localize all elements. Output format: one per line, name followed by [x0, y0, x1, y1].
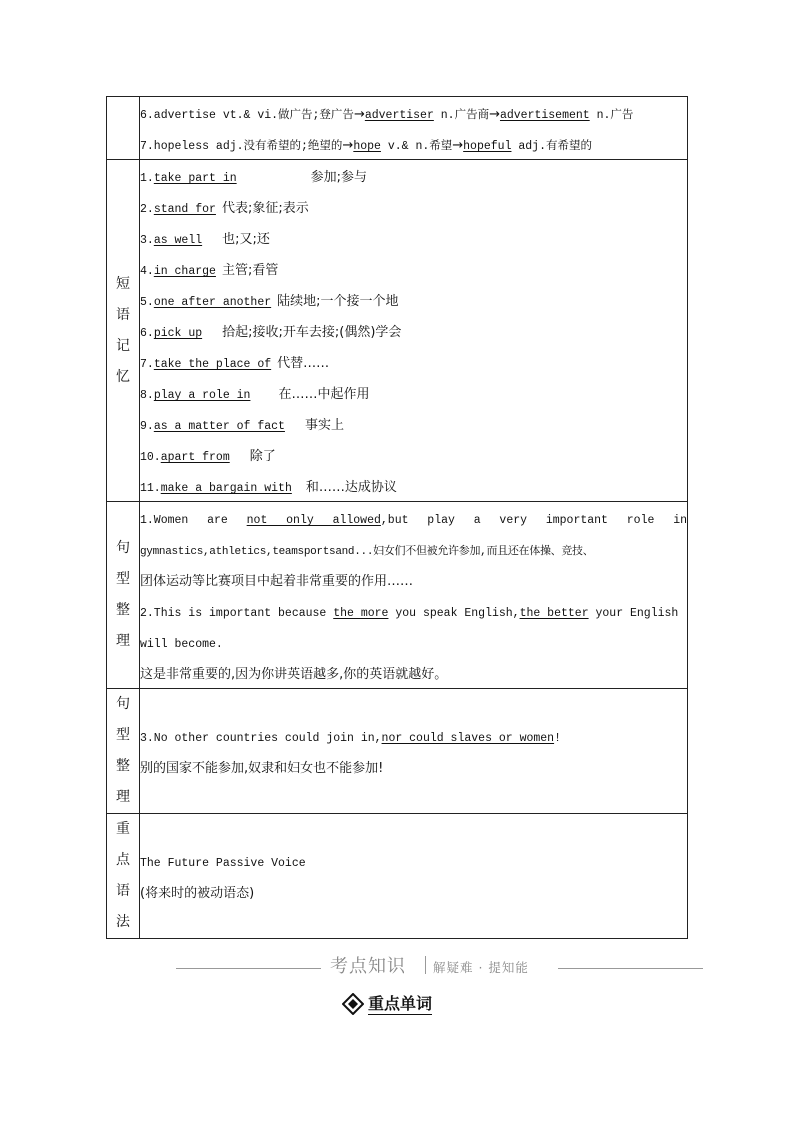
phrase-text: take part in [153, 172, 237, 185]
phrase-text: as well [153, 234, 203, 247]
phrase-meaning: 和……达成协议 [305, 480, 397, 495]
phrase-item: 5.one after another 陆续地;一个接一个地 [140, 294, 399, 309]
vocab-row [107, 97, 688, 160]
grammar-content [140, 814, 688, 939]
arrow-icon: → [489, 107, 500, 122]
phrase-meaning: 主管;看管 [221, 263, 279, 278]
phrase-text: as a matter of fact [153, 420, 285, 433]
phrase-item: 10.apart from 除了 [140, 449, 276, 464]
phrase-meaning: 也;又;还 [222, 232, 270, 247]
grammar-row [107, 814, 688, 939]
arrow-icon: → [353, 107, 365, 122]
grammar-cn: (将来时的被动语态) [140, 886, 255, 901]
phrase-item: 8.play a role in 在……中起作用 [140, 387, 370, 402]
phrase-item: 7.take the place of 代替…… [140, 356, 330, 371]
phrase-meaning: 陆续地;一个接一个地 [277, 294, 399, 309]
sentence-3-line1: 3.No other countries could join in,nor could slaves or women! [140, 732, 561, 745]
phrase-text: apart from [160, 451, 230, 464]
phrase-meaning: 代表;象征;表示 [221, 201, 309, 216]
phrase-meaning: 代替…… [277, 356, 330, 371]
sentence-2-cn: 这是非常重要的,因为你讲英语越多,你的英语就越好。 [140, 667, 448, 682]
phrase-item: 3.as well 也;又;还 [140, 232, 270, 247]
sentences2-content [140, 689, 688, 814]
sentence-1-line1: 1.Women are not only allowed,but play a very important role in [140, 514, 687, 527]
grammar-en: The Future Passive Voice [140, 857, 306, 870]
sentences1-content [140, 502, 688, 689]
diamond-icon [342, 993, 364, 1015]
section-heading [342, 993, 432, 1015]
phrase-text: make a bargain with [160, 482, 292, 495]
sentences2-row [107, 689, 688, 814]
sentence-3-cn: 别的国家不能参加,奴隶和妇女也不能参加! [140, 761, 384, 776]
phrase-item: 6.pick up 拾起;接收;开车去接;(偶然)学会 [140, 325, 402, 340]
phrase-meaning: 在……中起作用 [278, 387, 370, 402]
vocab-line-7: 7.hopeless adj.没有希望的;绝望的→hope v.& n.希望→hopeful adj.有希望的 [140, 138, 592, 153]
sentences1-label: 句型整理 [107, 502, 140, 689]
phrase-text: in charge [153, 265, 216, 278]
grammar-label: 重点语法 [107, 814, 140, 939]
vocab-line-6: 6.advertise vt.& vi.做广告;登广告→advertiser n.广告商→advertisement n.广告 [140, 107, 634, 122]
footer-separator [425, 956, 426, 974]
footer-subtitle: 解疑难 · 提知能 [433, 960, 529, 975]
section-title: 重点单词 [368, 993, 433, 1013]
phrase-text: stand for [153, 203, 216, 216]
phrase-text: one after another [153, 296, 272, 309]
phrase-meaning: 除了 [249, 449, 276, 464]
phrase-text: take the place of [153, 358, 272, 371]
footer-rule-right [558, 968, 703, 969]
phrase-item: 4.in charge 主管;看管 [140, 263, 279, 278]
sentence-2-line1: 2.This is important because the more you speak English,the better your English [140, 607, 679, 620]
phrase-item: 11.make a bargain with 和……达成协议 [140, 480, 397, 495]
phrase-item: 1.take part in 参加;参与 [140, 170, 368, 185]
phrase-meaning: 拾起;接收;开车去接;(偶然)学会 [222, 325, 402, 340]
phrase-item: 2.stand for 代表;象征;表示 [140, 201, 309, 216]
sentence-1-line3: 团体运动等比赛项目中起着非常重要的作用…… [140, 574, 414, 589]
arrow-icon: → [452, 138, 464, 153]
phrase-meaning: 事实上 [304, 418, 344, 433]
sentence-2-line2: will become. [140, 638, 223, 651]
arrow-icon: → [342, 138, 354, 153]
vocab-label-cell [107, 97, 140, 160]
sentences1-row [107, 502, 688, 689]
phrase-item: 9.as a matter of fact 事实上 [140, 418, 344, 433]
phrase-text: play a role in [153, 389, 251, 402]
sentences2-label: 句型整理 [107, 689, 140, 814]
footer-title: 考点知识 [330, 956, 406, 977]
phrases-content [140, 160, 688, 502]
phrase-text: pick up [153, 327, 203, 340]
sentence-1-line2: gymnastics,athletics,teamsportsand...妇女们不但被允许参加,而且还在体操、竞技、 [140, 546, 594, 558]
phrases-label: 短语记忆 [107, 160, 140, 502]
phrase-list [140, 160, 687, 501]
vocab-content [140, 97, 688, 160]
study-table [106, 96, 688, 939]
footer-rule-left [176, 968, 321, 969]
phrase-meaning: 参加;参与 [310, 170, 368, 185]
phrases-row [107, 160, 688, 502]
